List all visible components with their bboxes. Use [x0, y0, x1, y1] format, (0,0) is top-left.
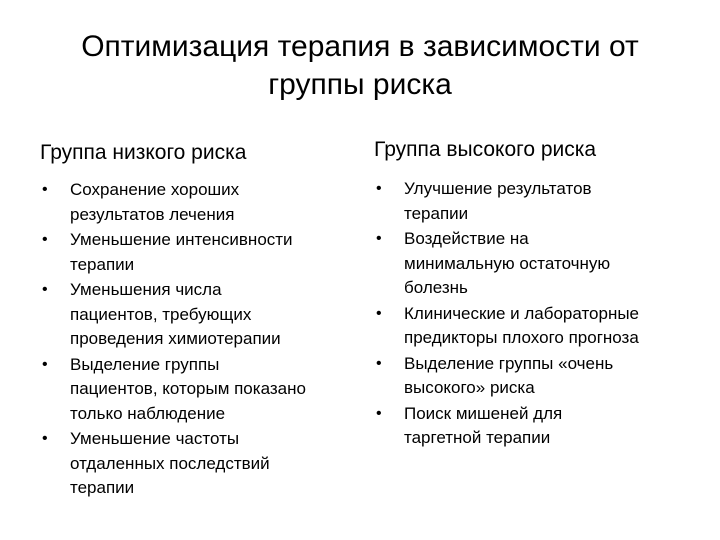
low-risk-list [40, 178, 358, 501]
bullet-icon: • [42, 231, 48, 248]
list-item-text: Уменьшение интенсивности терапии [70, 230, 293, 274]
bullet-icon: • [42, 430, 48, 447]
low-risk-column [40, 140, 358, 502]
list-item [40, 427, 358, 501]
list-item-text: Уменьшения числа пациентов, требующих проведения химиотерапии [70, 280, 281, 348]
list-item [374, 352, 690, 401]
slide-title-line-2: группы риска [268, 68, 452, 101]
list-item-text: Уменьшение частоты отдаленных последствий терапии [70, 429, 270, 497]
bullet-icon: • [42, 281, 48, 298]
list-item [40, 353, 358, 427]
list-item-text: Сохранение хороших результатов лечения [70, 180, 240, 224]
high-risk-heading: Группа высокого риска [374, 138, 597, 161]
bullet-icon: • [376, 230, 382, 247]
list-item [374, 227, 690, 301]
low-risk-heading: Группа низкого риска [40, 141, 247, 164]
list-item-text: Выделение группы пациентов, которым показано только наблюдение [70, 354, 306, 423]
list-item-text: Улучшение результатов терапии [404, 179, 592, 223]
list-item [40, 228, 358, 277]
list-item-text: Поиск мишеней для таргетной терапии [404, 403, 563, 447]
list-item [374, 402, 690, 451]
high-risk-list [374, 177, 690, 451]
bullet-icon: • [376, 354, 382, 372]
bullet-icon: • [42, 181, 48, 198]
slide-title [40, 28, 680, 104]
bullet-icon: • [376, 180, 382, 197]
list-item-text: Клинические и лабораторные предикторы плохого прогноза [404, 303, 640, 347]
list-item-text: Воздействие на минимальную остаточную болезнь [404, 229, 611, 297]
bullet-icon: • [42, 355, 48, 373]
bullet-icon: • [376, 304, 382, 322]
list-item [374, 177, 690, 226]
list-item [374, 302, 690, 351]
high-risk-column [374, 137, 690, 452]
list-item [40, 278, 358, 352]
slide-title-line-1: Оптимизация терапия в зависимости от [81, 30, 639, 63]
list-item-text: Выделение группы «очень высокого» риска [404, 353, 614, 397]
list-item [40, 178, 358, 227]
bullet-icon: • [376, 404, 382, 422]
